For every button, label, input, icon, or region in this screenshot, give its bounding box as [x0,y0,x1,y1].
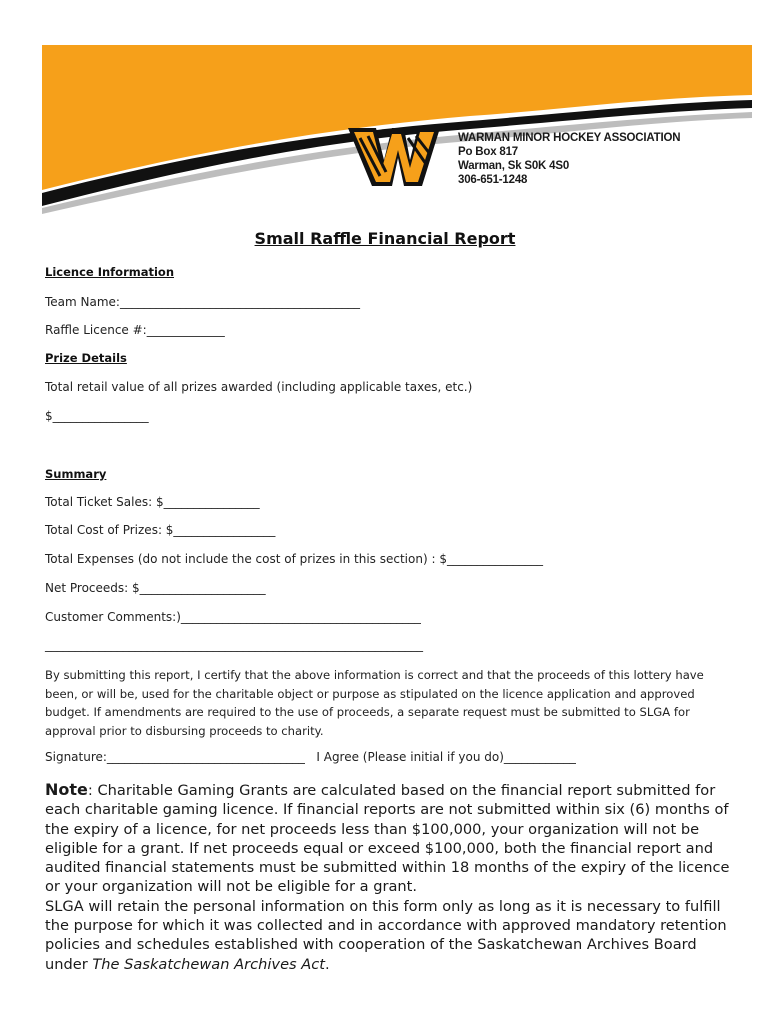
note-retention-text: SLGA will retain the personal information on this form only as long as it is necessary to fulfill the purpose for which it was collected and in accordance with approved mandatory retention policies and schedules established with cooperation of the Saskatchewan Archives Board under [45,897,727,973]
prize-heading: Prize Details [45,351,127,365]
page-title: Small Raffle Financial Report [254,229,516,248]
signature-field[interactable]: Signature:_________________________________ I Agree (Please initial if you do)____________ [45,750,576,764]
org-phone: 306-651-1248 [458,173,528,187]
net-proceeds-field[interactable]: Net Proceeds: $_____________________ [45,581,266,595]
prize-total-field[interactable]: $________________ [45,409,149,423]
summary-heading: Summary [45,467,107,481]
act-name: The Saskatchewan Archives Act [92,955,326,973]
org-name: WARMAN MINOR HOCKEY ASSOCIATION [458,131,681,145]
note-text: : Charitable Gaming Grants are calculated based on the financial report submitted for each charitable gaming licence. If financial reports are not submitted within six (6) months of the expiry of a licence, for net proceeds less than $100,000, your organization will not be eligible for a grant. If net proceeds equal or exceed $100,000, both the financial report and audited financial statements must be submitted within 18 months of the expiry of the licence or your organization will not be eligible for a grant. [45,782,730,896]
team-name-field[interactable]: Team Name:________________________________________ [45,295,360,309]
cost-of-prizes-field[interactable]: Total Cost of Prizes: $_________________ [45,523,276,537]
header-banner [0,0,770,230]
note-block [45,780,735,974]
organization-address [458,130,680,186]
expenses-field[interactable]: Total Expenses (do not include the cost of prizes in this section) : $________________ [45,552,543,566]
licence-heading: Licence Information [45,265,175,279]
ticket-sales-field[interactable]: Total Ticket Sales: $________________ [45,495,260,509]
raffle-licence-field[interactable]: Raffle Licence #:_____________ [45,323,225,337]
prize-total-label: Total retail value of all prizes awarded (including applicable taxes, etc.) [45,380,473,394]
certification-text: By submitting this report, I certify that the above information is correct and that the proceeds of this lottery have been, or will be, used for the charitable object or purpose as stipulated on the licence application and approved budget. If amendments are required to the use of proceeds, a separate request must be submitted to SLGA for approval prior to disbursing proceeds to charity. [45,668,704,738]
comments-field[interactable]: Customer Comments:)________________________________________ [45,610,421,624]
org-po-box: Po Box 817 [458,145,518,159]
org-city: Warman, Sk S0K 4S0 [458,159,570,173]
note-label: Note [45,780,88,799]
comments-line-2[interactable]: _______________________________________________________________ [45,638,423,652]
w-letter-logo-icon [346,124,442,190]
note-end: . [325,955,330,973]
